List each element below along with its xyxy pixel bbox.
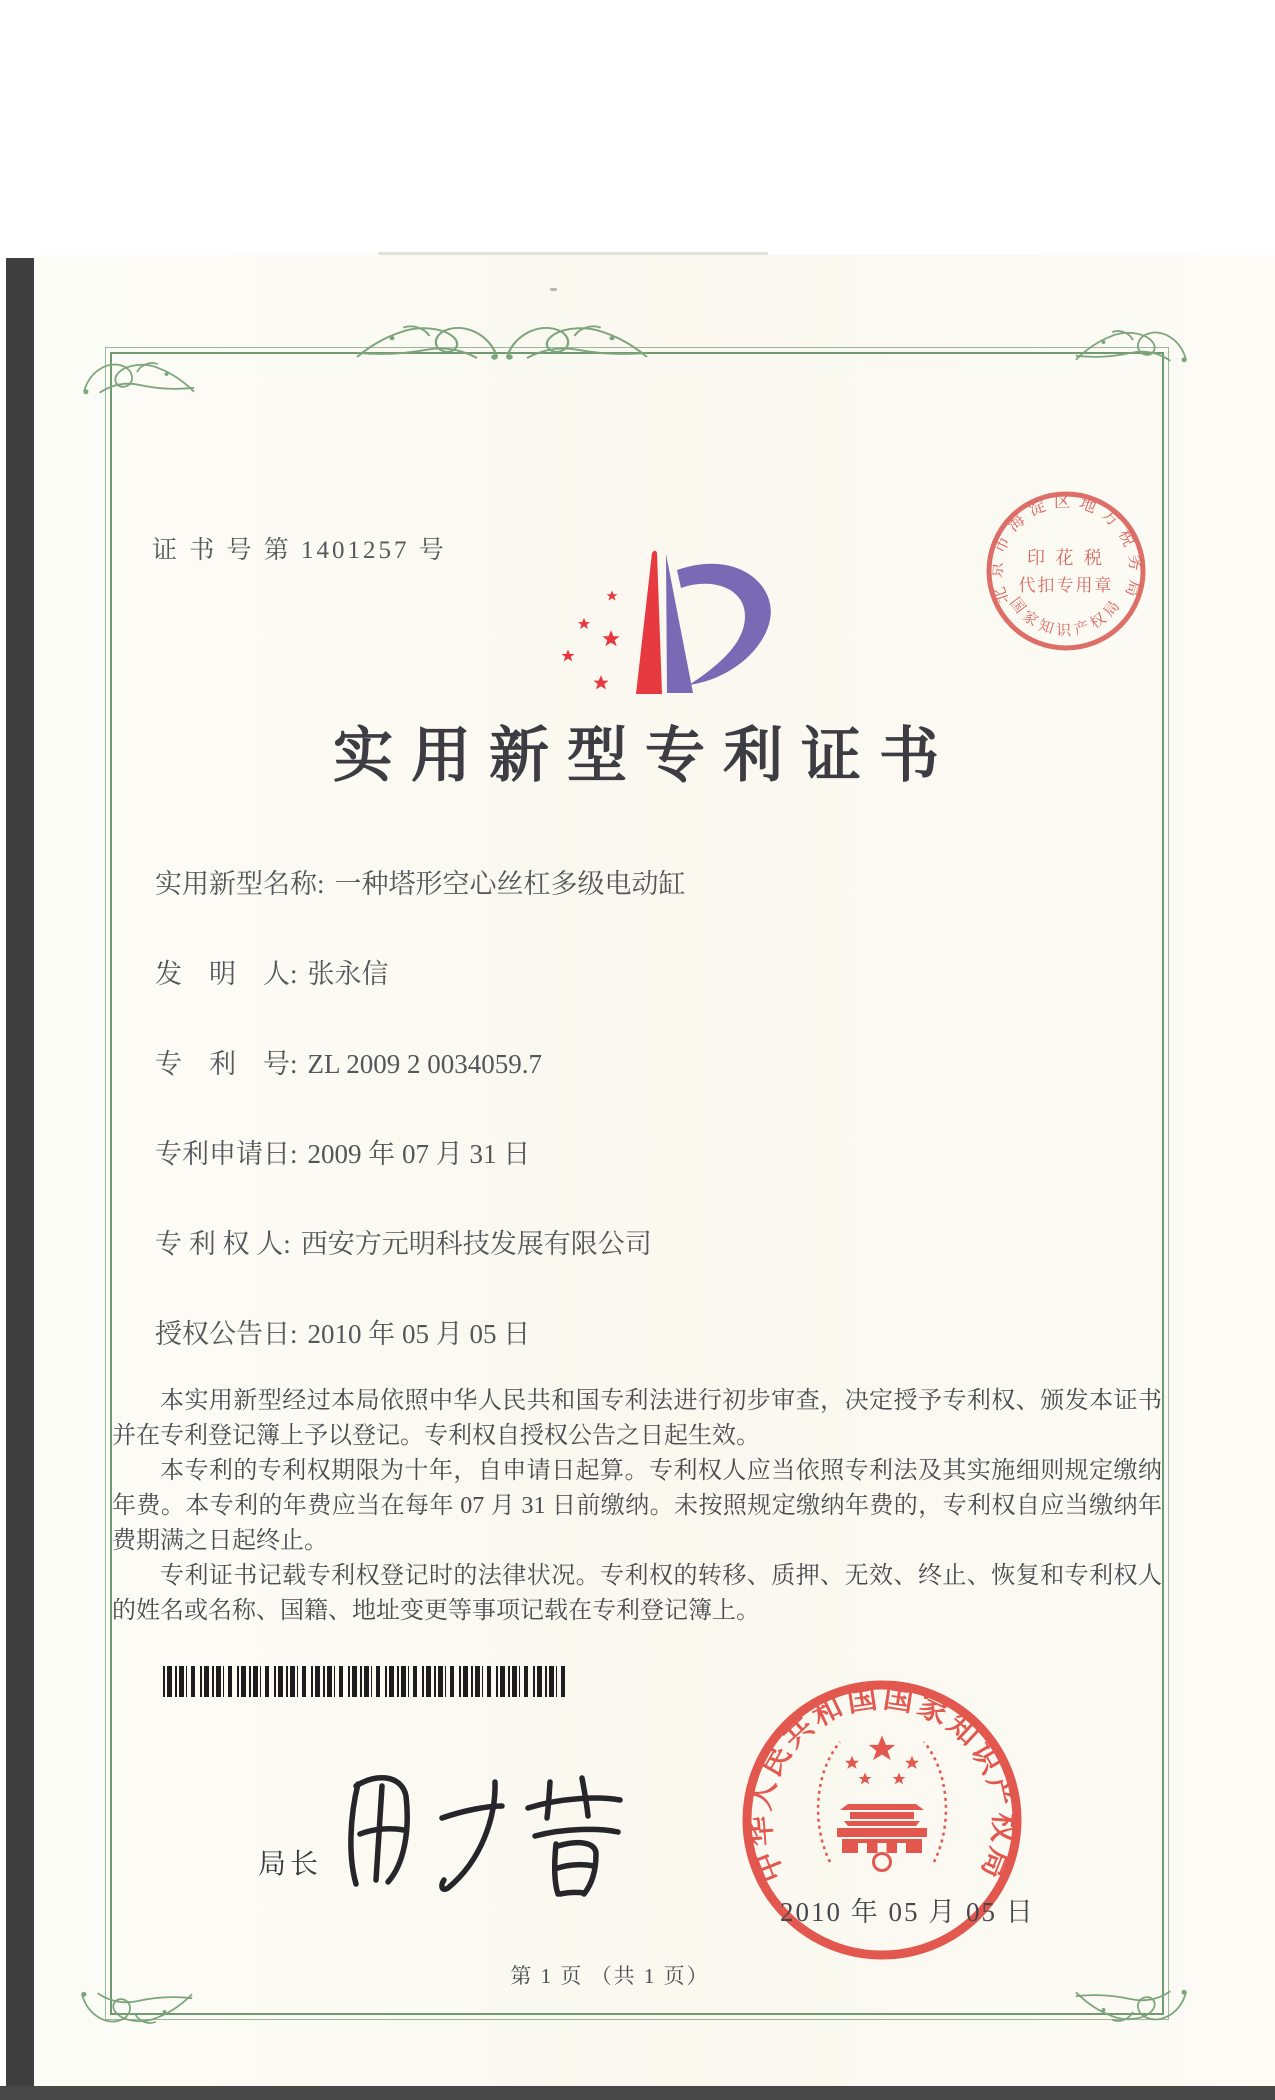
field-value: 2009 年 07 月 31 日 [307, 1139, 531, 1169]
legal-paragraph-1: 本实用新型经过本局依照中华人民共和国专利法进行初步审查，决定授予专利权、颁发本证书并在专利登记簿上予以登记。专利权自授权公告之日起生效。 [112, 1388, 1162, 1449]
national-emblem [818, 1736, 946, 1871]
field-value: 张永信 [307, 959, 389, 989]
scan-artifact [378, 252, 768, 255]
field-label: 专 利 号: [155, 1049, 298, 1079]
tax-stamp-seal [975, 484, 1160, 669]
field-label: 实用新型名称: [155, 869, 325, 899]
barcode [163, 1666, 565, 1697]
cnipa-logo-icon [540, 546, 790, 696]
issue-date: 2010 年 05 月 05 日 [780, 1897, 1035, 1927]
field-value: 西安方元明科技发展有限公司 [300, 1229, 652, 1259]
logo-p-bowl [677, 564, 771, 685]
scan-edge-bottom [0, 2086, 1275, 2100]
field-filing-date [155, 1132, 530, 1171]
field-label: 专 利 权 人: [155, 1229, 291, 1259]
field-value: 一种塔形空心丝杠多级电动缸 [334, 869, 686, 899]
page-number: 第 1 页 （共 1 页） [510, 1964, 710, 1988]
field-label: 授权公告日: [155, 1319, 298, 1349]
field-label: 专利申请日: [155, 1139, 298, 1169]
certificate-number: 证 书 号 第 1401257 号 [152, 537, 447, 564]
signer-name [0, 0, 1, 1]
field-patentee [155, 1222, 652, 1261]
seal-ring-text: 中华人民共和国国家知识产权局 [743, 1681, 1021, 1887]
field-patent-number [155, 1042, 542, 1081]
legal-paragraph-2: 本专利的专利权期限为十年，自申请日起算。专利权人应当依照专利法及其实施细则规定缴纳年费。本专利的年费应当在每年 07 月 31 日前缴纳。未按照规定缴纳年费的，专利权自应当缴纳年费期满之日起终止。 [112, 1458, 1162, 1554]
certificate-title: 实用新型专利证书 [333, 723, 957, 789]
director-signature [330, 1756, 630, 1908]
field-label: 发 明 人: [155, 959, 298, 989]
field-value: ZL 2009 2 0034059.7 [307, 1049, 542, 1079]
stamp-ring-text-bottom: 国家知识产权局 [1006, 595, 1126, 640]
stamp-center-line2: 代扣专用章 [1018, 576, 1114, 595]
legal-paragraph-3: 专利证书记载专利权登记时的法律状况。专利权的转移、质押、无效、终止、恢复和专利权人的姓名或名称、国籍、地址变更等事项记载在专利登记簿上。 [112, 1563, 1162, 1624]
scan-edge-left [6, 258, 34, 2088]
legal-text-block [112, 1384, 1162, 1629]
signer-title: 局长 [258, 1849, 323, 1880]
logo-red-cone [636, 551, 662, 694]
field-value: 2010 年 05 月 05 日 [307, 1319, 531, 1349]
stamp-center-line1: 印 花 税 [1027, 548, 1105, 568]
field-utility-model-name [155, 862, 686, 901]
stamp-ring-text-top: 北京市海淀区地方税务局 [986, 491, 1146, 607]
field-grant-date [155, 1312, 530, 1351]
field-inventor [155, 952, 389, 991]
logo-stars [562, 591, 620, 690]
scan-artifact-dot [550, 288, 557, 291]
